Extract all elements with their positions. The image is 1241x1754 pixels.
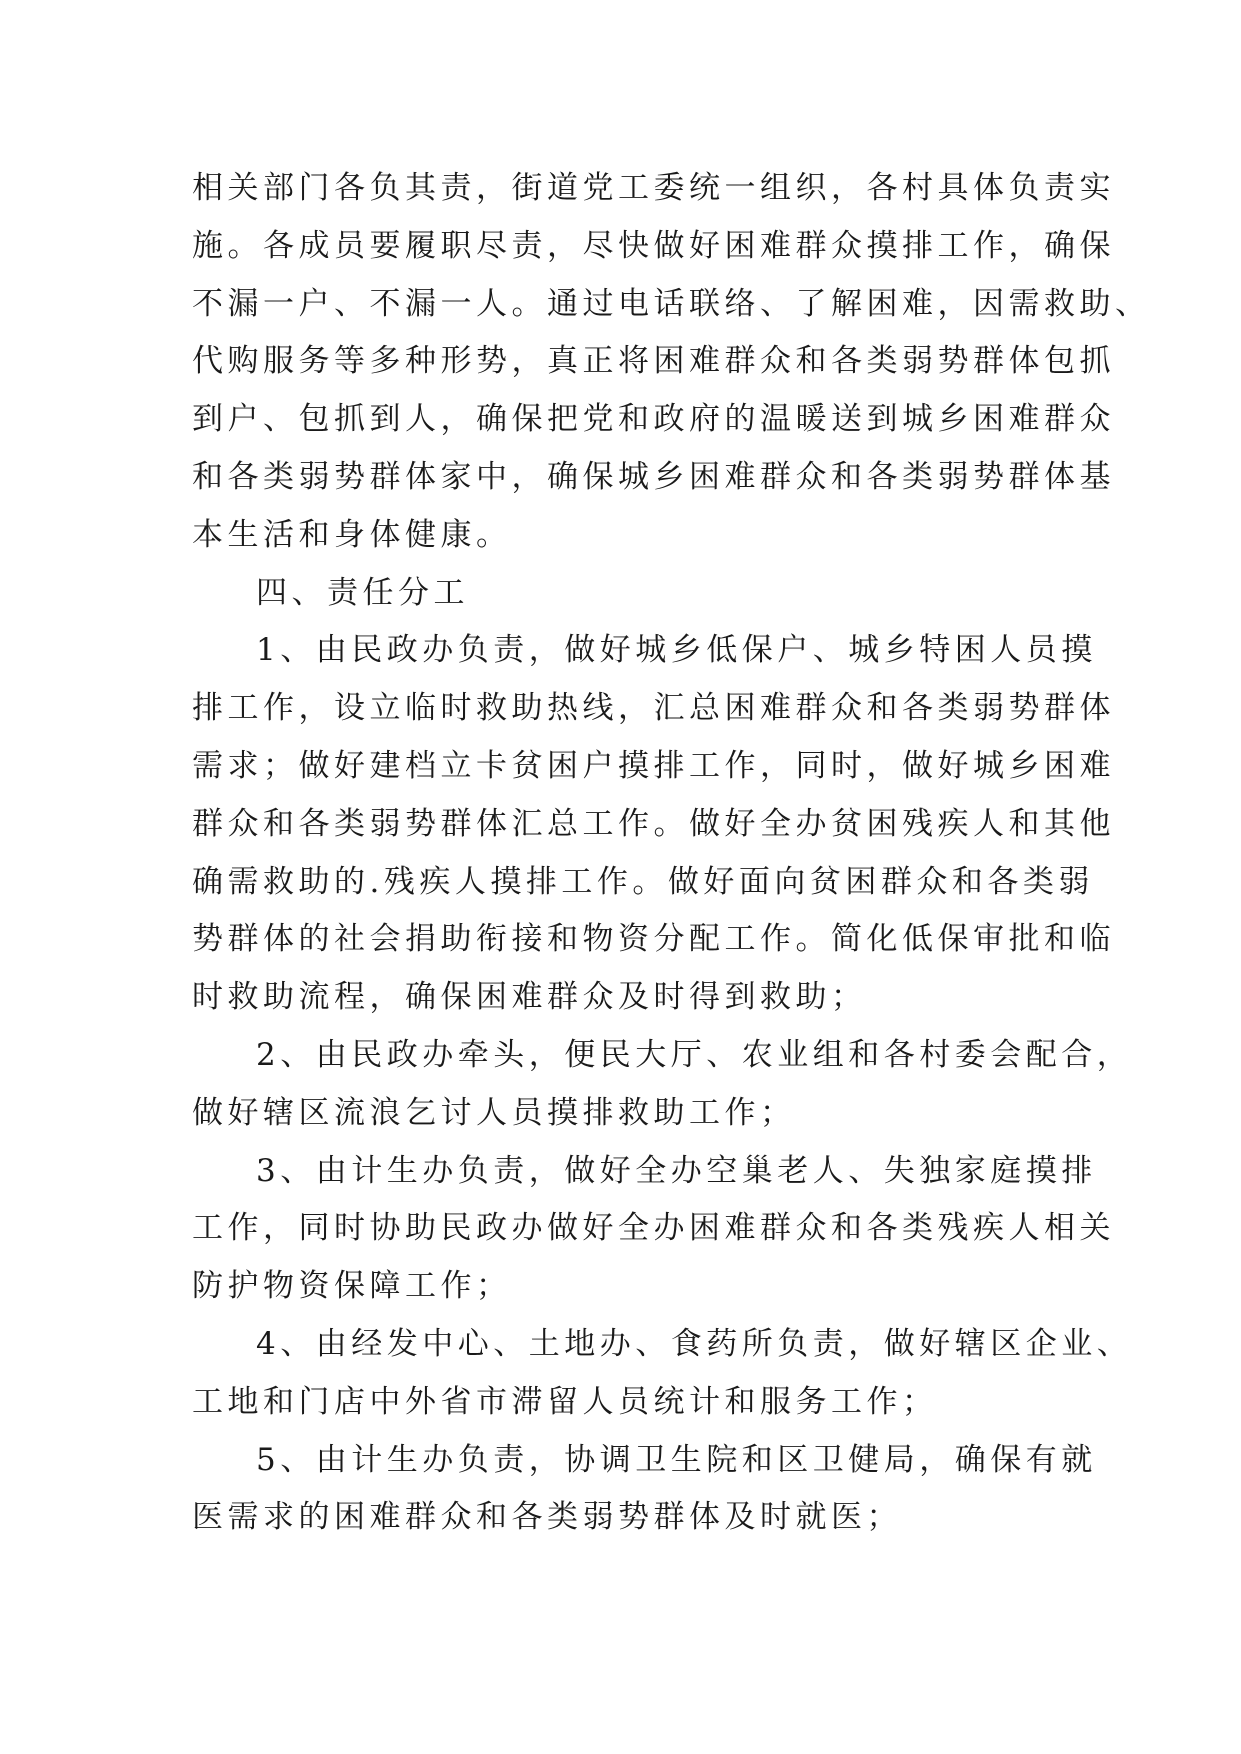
text-line: 医需求的困难群众和各类弱势群体及时就医； (192, 1499, 902, 1536)
text-line: 工地和门店中外省市滞留人员统计和服务工作； (192, 1383, 938, 1420)
section-heading: 四、责任分工 (256, 574, 469, 611)
text-line: 排工作，设立临时救助热线，汇总困难群众和各类弱势群体 (192, 690, 1115, 727)
text-line: 不漏一户、不漏一人。通过电话联络、了解困难，因需救助、 (192, 285, 1151, 322)
text-line: 到户、包抓到人，确保把党和政府的温暖送到城乡困难群众 (192, 401, 1115, 438)
text-line: 防护物资保障工作； (192, 1268, 512, 1305)
text-line: 3、由计生办负责，做好全办空巢老人、失独家庭摸排 (256, 1152, 1097, 1189)
text-line: 时救助流程，确保困难群众及时得到救助； (192, 979, 867, 1016)
text-line: 做好辖区流浪乞讨人员摸排救助工作； (192, 1094, 796, 1131)
text-line: 2、由民政办牵头，便民大厅、农业组和各村委会配合， (256, 1036, 1133, 1073)
document-body (192, 160, 1151, 1547)
text-line: 4、由经发中心、土地办、食药所负责，做好辖区企业、 (256, 1325, 1133, 1362)
text-line: 需求；做好建档立卡贫困户摸排工作，同时，做好城乡困难 (192, 747, 1115, 784)
text-line: 确需救助的.残疾人摸排工作。做好面向贫困群众和各类弱 (192, 863, 1094, 900)
text-line: 5、由计生办负责，协调卫生院和区卫健局，确保有就 (256, 1441, 1097, 1478)
text-line: 群众和各类弱势群体汇总工作。做好全办贫困残疾人和其他 (192, 805, 1115, 842)
text-line: 势群体的社会捐助衔接和物资分配工作。简化低保审批和临 (192, 921, 1115, 958)
text-line: 工作，同时协助民政办做好全办困难群众和各类残疾人相关 (192, 1210, 1115, 1247)
text-line: 相关部门各负其责，街道党工委统一组织，各村具体负责实 (192, 170, 1115, 206)
text-line: 施。各成员要履职尽责，尽快做好困难群众摸排工作，确保 (192, 227, 1115, 264)
text-line: 本生活和身体健康。 (192, 516, 512, 553)
text-line: 代购服务等多种形势，真正将困难群众和各类弱势群体包抓 (192, 343, 1115, 380)
text-line: 1、由民政办负责，做好城乡低保户、城乡特困人员摸 (256, 632, 1097, 669)
text-line: 和各类弱势群体家中，确保城乡困难群众和各类弱势群体基 (192, 458, 1115, 495)
